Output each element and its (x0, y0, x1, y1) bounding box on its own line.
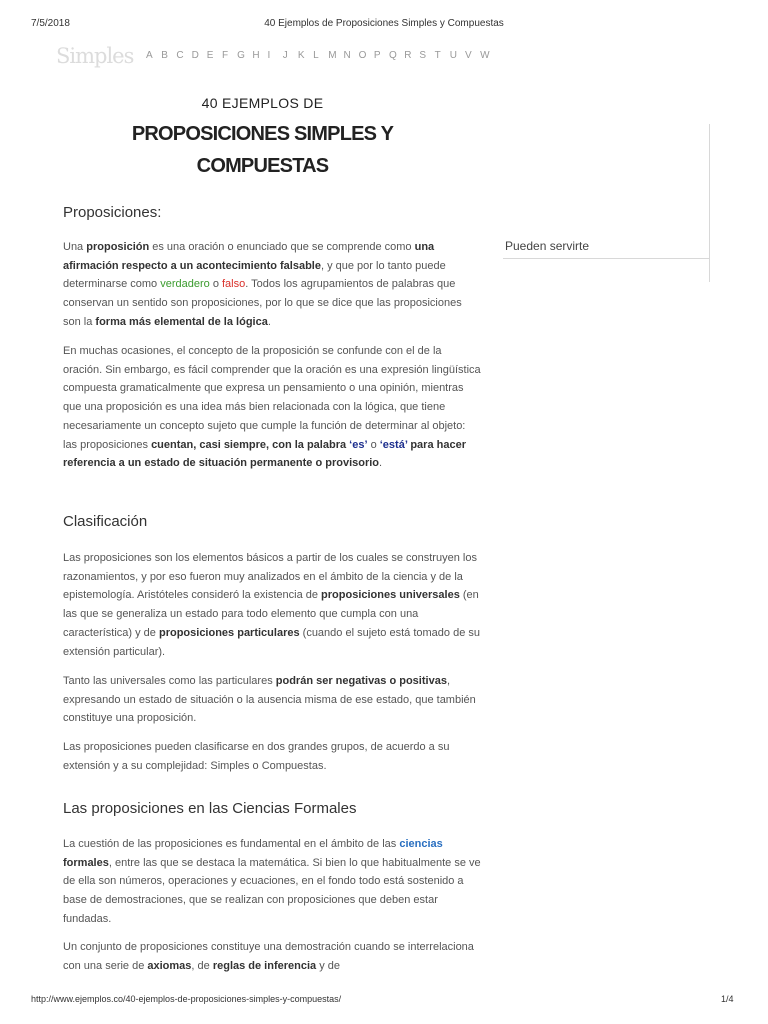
bold-text: formales (63, 856, 109, 869)
paragraph-definition (63, 238, 481, 332)
site-logo[interactable]: Simples (56, 44, 134, 68)
paragraph-ciencias (63, 835, 481, 929)
text: o (367, 438, 380, 451)
print-page-number: 1/4 (721, 994, 734, 1004)
alphabet-letter-m[interactable]: M (328, 50, 337, 61)
print-footer-url: http://www.ejemplos.co/40-ejemplos-de-proposiciones-simples-y-compuestas/ (31, 994, 342, 1004)
text: (cuando el sujeto está tomado de su extensión particular). (63, 626, 480, 658)
alphabet-letter-c[interactable]: C (176, 50, 184, 61)
section-heading-ciencias-formales: Las proposiciones en las Ciencias Formales (63, 800, 357, 817)
alphabet-letter-n[interactable]: N (343, 50, 351, 61)
bold-text: proposición (86, 241, 150, 253)
verdadero-text: verdadero (160, 278, 210, 291)
paragraph-grupos: Las proposiciones pueden clasificarse en dos grandes grupos, de acuerdo a su extensión y a su complejidad: Simples o Compuestas. (63, 741, 450, 772)
bold-text: reglas de inferencia (212, 959, 317, 972)
sidebar-widget (503, 236, 709, 259)
bold-text: forma más elemental de la lógica (95, 315, 268, 328)
text: es una oración o enunciado que se comprende como (149, 241, 415, 253)
alphabet-letter-k[interactable]: K (297, 50, 305, 61)
text: , expresando un estado de situación o la ausencia misma de ese estado, que también constituye una proposición. (63, 675, 476, 725)
text: , de (191, 959, 213, 972)
article-title (0, 118, 525, 182)
article-title-line-1: PROPOSICIONES SIMPLES Y (131, 123, 394, 145)
text: La cuestión de las proposiciones es fundamental en el ámbito de las (63, 838, 400, 850)
alphabet-letter-i[interactable]: I (267, 50, 271, 61)
alphabet-letter-r[interactable]: R (404, 50, 412, 61)
paragraph-universales (63, 672, 481, 728)
es-quote: ‘es’ (349, 438, 368, 451)
paragraph-elementos (63, 549, 481, 661)
alphabet-letter-s[interactable]: S (419, 50, 427, 61)
alphabet-letter-h[interactable]: H (252, 50, 260, 61)
text: , y que por lo tanto puede determinarse como (63, 259, 446, 291)
text: Las proposiciones son los elementos básicos a partir de los cuales se construyen los razonamientos, y por eso fueron muy analizados en el ámbito de la ciencia y de la epistemología. Aristóteles consideró la existencia de (63, 552, 477, 602)
alphabet-letter-e[interactable]: E (206, 50, 214, 61)
alphabet-letter-j[interactable]: J (282, 50, 288, 61)
falso-text: falso (222, 278, 246, 291)
ciencias-formales-link[interactable]: ciencias (399, 838, 443, 850)
print-date: 7/5/2018 (31, 18, 70, 29)
alphabet-letter-g[interactable]: G (237, 50, 245, 61)
text: . Todos los agrupamientos de palabras que conservan un sentido son proposiciones, por lo que se dice que las proposiciones son la (63, 278, 462, 328)
bold-text: para hacer referencia a un estado de situación permanente o provisorio (63, 438, 466, 470)
bold-text: proposiciones universales (321, 589, 460, 602)
alphabet-letter-u[interactable]: U (449, 50, 457, 61)
section-heading-proposiciones: Proposiciones: (63, 204, 162, 221)
text: Tanto las universales como las particulares (63, 675, 276, 687)
sidebar-heading: Pueden servirte (505, 239, 590, 253)
bold-text: axiomas (147, 959, 192, 972)
paragraph-demostracion (63, 938, 481, 975)
text: , entre las que se destaca la matemática. Si bien lo que habitualmente se ve de ella son números, operaciones y ecuaciones, en el fondo todo está sostenido a base de demostraciones, que se realizan con proposiciones que deben estar fundadas. (63, 856, 481, 925)
bold-text: cuentan, casi siempre, con la palabra (151, 438, 347, 451)
bold-text: proposiciones particulares (158, 626, 300, 639)
print-title: 40 Ejemplos de Proposiciones Simples y Compuestas (264, 18, 504, 29)
alphabet-letter-q[interactable]: Q (389, 50, 397, 61)
sidebar-divider (709, 124, 710, 282)
alphabet-letter-l[interactable]: L (313, 50, 319, 61)
text: o (209, 278, 222, 291)
article-kicker: 40 EJEMPLOS DE (201, 95, 324, 111)
alphabet-letter-p[interactable]: P (373, 50, 381, 61)
text: y de (316, 959, 341, 972)
text: Una (63, 241, 87, 253)
bold-text: una afirmación respecto a un acontecimiento falsable (63, 241, 435, 272)
alphabet-letter-t[interactable]: T (434, 50, 441, 61)
alphabet-letter-f[interactable]: F (221, 50, 229, 61)
text: . (379, 457, 383, 470)
alphabet-letter-a[interactable]: A (146, 50, 153, 61)
alphabet-letter-v[interactable]: V (464, 50, 472, 61)
text: (en las que se generaliza un estado para todo elemento que cumpla con una característica) y de (63, 589, 479, 639)
text: Un conjunto de proposiciones constituye una demostración cuando se interrelaciona con una serie de (63, 941, 474, 972)
alphabet-letter-d[interactable]: D (191, 50, 199, 61)
section-heading-clasificacion: Clasificación (63, 513, 148, 530)
bold-text: podrán ser negativas o positivas (275, 675, 447, 687)
alphabet-letter-b[interactable]: B (161, 50, 168, 61)
paragraph-oracion (63, 342, 481, 473)
article-title-line-2: COMPUESTAS (196, 155, 329, 177)
esta-quote: ‘está’ (379, 438, 408, 451)
text: . (267, 315, 271, 328)
alphabet-letter-o[interactable]: O (358, 50, 367, 61)
text: En muchas ocasiones, el concepto de la proposición se confunde con el de la oración. Sin embargo, es fácil comprender que la oración es una expresión lingüística compuesta gramaticalmente que expresa un pensamiento o una opinión, mientras que una proposición es una idea más bien relacionada con la lógica, que tiene necesariamente un concepto sujeto que cumple la función de determinar al objeto: las proposiciones (63, 345, 481, 451)
alphabet-letter-w[interactable]: W (480, 50, 490, 61)
alphabet-nav (146, 50, 495, 61)
